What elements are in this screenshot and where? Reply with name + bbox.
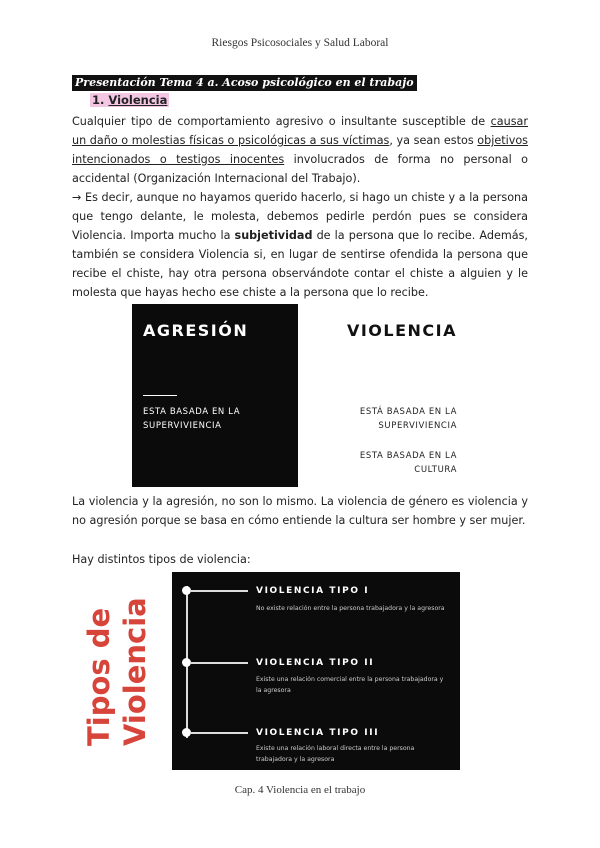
violencia-tipo-2-desc: Existe una relación comercial entre la persona trabajadora y la agresora <box>256 676 444 694</box>
violencia-desc-line3: ESTA BASADA EN LA <box>359 451 457 461</box>
para2-bold-b: subjetividad <box>234 229 313 242</box>
agresion-desc-line1: ESTA BASADA EN LA <box>143 407 241 417</box>
agresion-panel <box>132 304 298 487</box>
figure-agresion-violencia <box>132 304 469 487</box>
timeline-connector-1 <box>190 590 248 592</box>
figure-caption: Cap. 4 Violencia en el trabajo <box>234 784 366 796</box>
violencia-tipo-3-title: VIOLENCIA TIPO III <box>256 728 380 738</box>
violencia-desc-line4: CULTURA <box>414 465 457 475</box>
page-header: Riesgos Psicosociales y Salud Laboral <box>211 37 389 49</box>
section-title: Presentación Tema 4 a. Acoso psicológico en el trabajo <box>72 75 417 91</box>
para1-text-a: Cualquier tipo de comportamiento agresivo o insultante susceptible de <box>72 115 491 128</box>
para1-text-e: involucrados de forma no personal o accidental (Organización Internacional del Trabajo). <box>72 153 528 185</box>
para1-text-c: , ya sean estos <box>389 134 478 147</box>
paragraph-definition <box>72 112 528 188</box>
violencia-tipo-1-title: VIOLENCIA TIPO I <box>256 586 370 596</box>
timeline-connector-3 <box>190 732 248 734</box>
violencia-desc-line2: SUPERVIVIENCIA <box>378 421 457 431</box>
agresion-desc <box>143 405 240 433</box>
para1-underline-d: objetivos intencionados o testigos inocentes <box>72 134 529 166</box>
violencia-tipo-2-title: VIOLENCIA TIPO II <box>256 658 375 668</box>
timeline-connector-2 <box>190 662 248 664</box>
agresion-divider <box>143 395 177 396</box>
agresion-title: AGRESIÓN <box>143 321 249 340</box>
violencia-title: VIOLENCIA <box>346 321 457 340</box>
tipos-title-line1: Tipos de <box>82 607 116 746</box>
subsection-heading <box>90 93 169 107</box>
subsection-number: 1. <box>92 93 105 107</box>
para1-underline-b: causar un daño o molestias físicas o psicológicas a sus víctimas <box>72 115 528 147</box>
agresion-desc-line2: SUPERVIVIENCIA <box>143 421 222 431</box>
subsection-highlight <box>90 93 169 107</box>
figure-tipos-violencia <box>172 572 460 770</box>
violencia-tipo-3-desc: Existe una relación laboral directa entre la persona trabajadora y la agresora <box>256 745 415 763</box>
violencia-desc-line1: ESTÁ BASADA EN LA <box>359 407 457 417</box>
violencia-tipo-1-desc: No existe relación entre la persona trabajadora y la agresora <box>256 605 445 612</box>
para2-text-c: de la persona que lo recibe. Además, también se considera Violencia si, en lugar de sentirse ofendida la persona que recibe el chiste, hay otra persona observándote contar el chiste a alguien y le molesta que hayas hecho ese chiste a la persona que lo recibe. <box>72 229 528 299</box>
tipos-title-line2: Violencia <box>118 597 152 746</box>
paragraph-types-intro: Hay distintos tipos de violencia: <box>72 553 251 566</box>
violencia-desc-1 <box>360 405 457 433</box>
subsection-title: Violencia <box>108 93 168 107</box>
tipos-de-violencia-title <box>82 597 164 746</box>
para2-text-a: → Es decir, aunque no hayamos querido hacerlo, si hago un chiste y a la persona que tengo delante, le molesta, debemos pedirle perdón pues se considera Violencia. Importa mucho la <box>72 191 528 242</box>
violencia-desc-2 <box>360 449 457 477</box>
paragraph-explanation <box>72 188 528 302</box>
paragraph-difference: La violencia y la agresión, no son lo mismo. La violencia de género es violencia y no agresión porque se basa en cómo entiende la cultura ser hombre y ser mujer. <box>72 495 528 527</box>
